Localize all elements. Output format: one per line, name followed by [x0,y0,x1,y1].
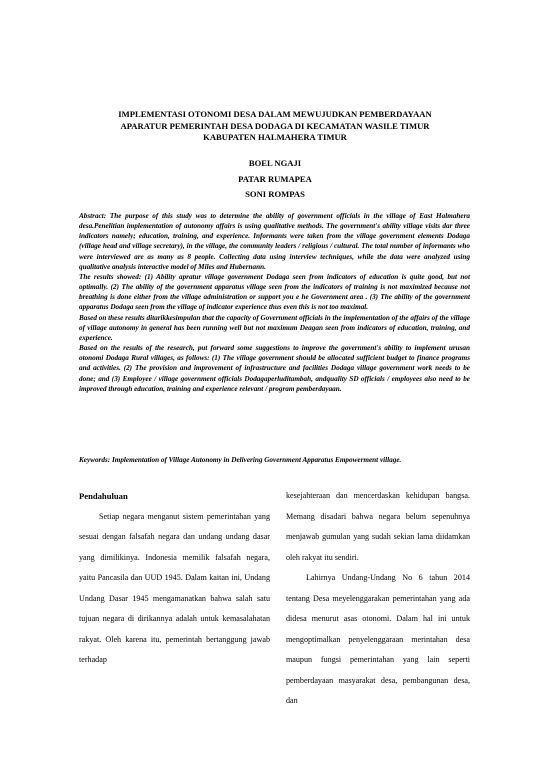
title-line: APARATUR PEMERINTAH DESA DODAGA DI KECAMATAN WASILE TIMUR [120,120,430,131]
abstract-paragraph: Based on these results ditarikkesimpulan that the capacity of Government officials in the implementation of the affairs of the village of village autonomy in general has been running well but not maximum Deagan seen from indicators of education, training, and experience. [79,313,470,342]
body-paragraph: Setiap negara menganut sistem pemerintahan yang sesuai dengan falsafah negara dan undang undang dasar yang dimilikinya. Indonesia memilik falsafah negara, yaitu Pancasila dan UUD 1945. Dalam kaitan ini, Undang Undang Dasar 1945 mengamanatkan bahwa salah satu tujuan negara di dirikannya adalah untuk kemasalahatan rakyat. Oleh karena itu, pemerintah bertanggung jawab terhadap [79,511,270,665]
body-column-right [286,486,470,712]
abstract-paragraph: Based on the results of the research, put forward some suggestions to improve the government's ability to implement urusan otonomi Dodaga Rural villages, as follows: (1) The village government should be allocated sufficient budget to finance programs and activities. (2) The provision and improvement of infrastructure and facilities Dodaga village government work needs to be done; and (3) Employee / village government officials Dodagaperluditambah, andquality SD officials / employees also need to be improved through education, training and experience relevant / program pemberdayaan. [79,344,470,393]
section-heading: Pendahuluan [79,491,128,501]
paper-title [60,109,490,144]
abstract-paragraph: The results showed: (1) Ability apratur village government Dodaga seen from indicators of education is quite good, but not optimally. (2) The ability of the government apparatus village seen from the indicators of training is not maximized because not breathing is done either from the village administration or support you e he Government area . (3) The ability of the government apparatus Dodaga seen from the village of indicator experience thus even this is not too maximal. [79,272,470,312]
body-paragraph: Lahirnya Undang-Undang No 6 tahun 2014 tentang Desa meyelenggarakan pemerintahan yang ada didesa menurut asas otonomi. Dalam hal ini untuk mengoptimalkan penyelenggaraan merintahan desa maupun fungsi pemerintahan yang lain seperti pemberdayaan masyarakat desa, pembangunan desa, dan [286,573,470,706]
title-line: IMPLEMENTASI OTONOMI DESA DALAM MEWUJUDKAN PEMBERDAYAAN [118,109,432,119]
author-name: SONI ROMPAS [245,189,305,200]
keywords: Keywords: Implementation of Village Autonomy in Delivering Government Apparatus Empowerment village. [79,456,402,464]
author-name: PATAR RUMAPEA [238,173,312,184]
author-list [60,156,490,203]
body-paragraph: kesejahteraan dan mencerdaskan kehidupan bangsa. Memang disadari bahwa negara belum sepenuhnya menjawab gumulan yang sudah sekian lama diidamkan oleh rakyat itu sendiri. [286,491,470,562]
abstract [79,211,470,394]
body-column-left [79,486,270,671]
abstract-paragraph: Abstract: The purpose of this study was to determine the ability of government officials in the village of East Halmahera desa.Penelitian implementation of autonomy affairs is using qualitative methods. The government's ability village visits dar three indicators namely; education, training, and experience. Informants were taken from the village government elements Dodaga (village head and village secretary), in the village, the community leaders / religious / cultural. The total number of informants who were interviewed are as many as 8 people. Collecting data using interview techniques, while the data were analyzed using qualitative analysis interactive model of Miles and Hubernann. [79,212,470,271]
author-name: BOEL NGAJI [248,158,302,168]
title-line: KABUPATEN HALMAHERA TIMUR [203,132,347,142]
